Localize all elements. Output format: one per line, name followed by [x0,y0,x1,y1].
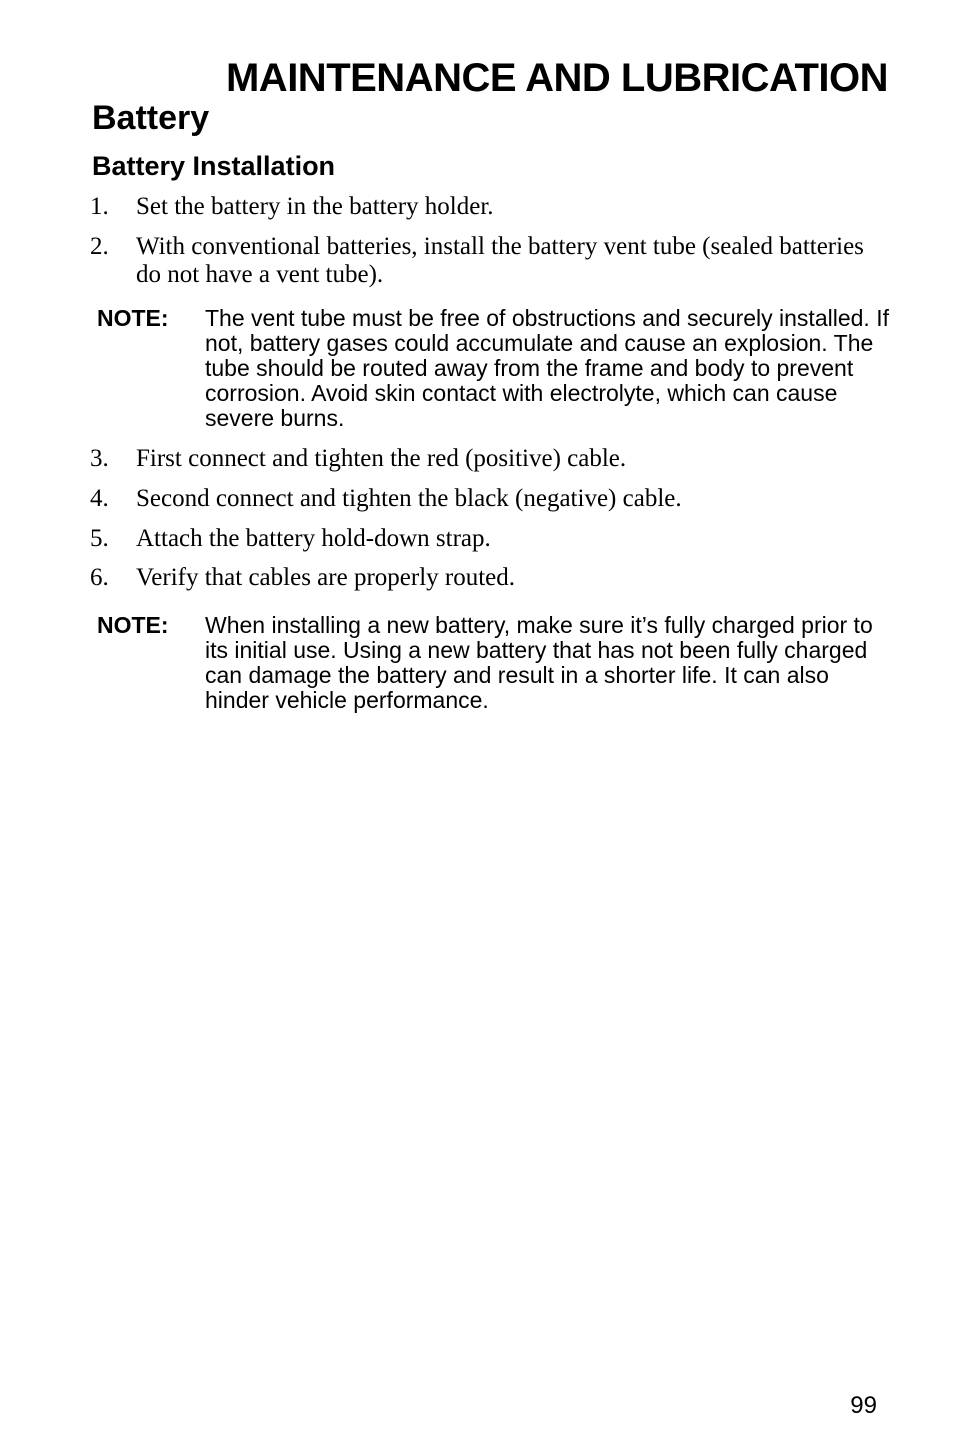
step-2 [90,233,870,289]
step-5 [90,525,870,553]
note-new-battery [97,613,897,713]
page-number: 99 [850,1392,877,1419]
step-number: 4. [90,485,109,512]
note-vent-tube [97,306,897,431]
note-label: NOTE: [97,305,169,331]
subsection-title: Battery Installation [92,151,336,181]
step-text: First connect and tighten the red (positive) cable. [136,445,627,472]
step-number: 6. [90,564,109,591]
step-text: Set the battery in the battery holder. [136,193,494,220]
note-label: NOTE: [97,612,169,638]
note-text: When installing a new battery, make sure it’s fully charged prior to its initial use. Using a new battery that has not been fully charged can damage the battery and result in a shorter life. It can also hinder vehicle performance. [205,612,873,713]
step-number: 5. [90,525,109,552]
step-text: Second connect and tighten the black (negative) cable. [136,485,682,512]
step-number: 2. [90,233,109,260]
page-title: MAINTENANCE AND LUBRICATION [225,56,888,100]
step-1 [90,193,870,221]
step-6 [90,564,870,592]
step-number: 1. [90,193,109,220]
note-text: The vent tube must be free of obstructions and securely installed. If not, battery gases could accumulate and cause an explosion. The tube should be routed away from the frame and body to prevent corrosion. Avoid skin contact with electrolyte, which can cause severe burns. [205,305,889,431]
step-text: Verify that cables are properly routed. [136,564,516,591]
step-text: With conventional batteries, install the battery vent tube (sealed batteries do not have a vent tube). [136,233,864,288]
section-title: Battery [92,99,210,137]
step-text: Attach the battery hold-down strap. [136,525,491,552]
step-3 [90,445,870,473]
step-4 [90,485,870,513]
step-number: 3. [90,445,109,472]
